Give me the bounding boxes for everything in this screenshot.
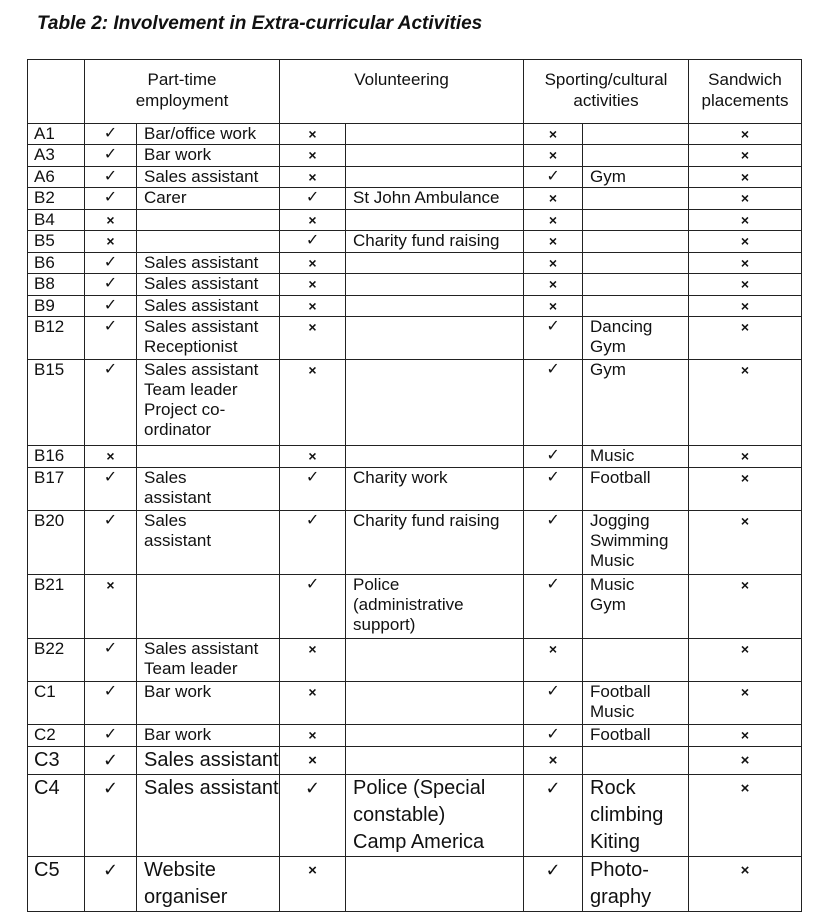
volunteering-detail: Police (administrative support) [346,575,524,639]
sporting-detail: Gym [583,167,689,188]
table-row [28,857,802,912]
sporting-mark: × [524,188,583,210]
sporting-detail: Gym [583,360,689,446]
row-id: C1 [28,682,85,725]
table-row [28,188,802,210]
table-row [28,145,802,167]
part-time-detail: Sales assistant Team leader [137,639,280,682]
row-id: B5 [28,231,85,253]
row-id: C4 [28,775,85,857]
sporting-mark: × [524,253,583,274]
sporting-detail: Photo- graphy [583,857,689,912]
sporting-detail [583,296,689,317]
volunteering-mark: × [280,167,346,188]
part-time-detail: Bar work [137,145,280,167]
sandwich-mark: × [689,188,802,210]
table-row [28,253,802,274]
row-id: B16 [28,446,85,468]
part-time-mark: ✓ [85,511,137,575]
volunteering-detail [346,857,524,912]
table-row [28,296,802,317]
part-time-mark: × [85,575,137,639]
part-time-mark: ✓ [85,317,137,360]
volunteering-detail [346,317,524,360]
part-time-mark: ✓ [85,188,137,210]
sandwich-mark: × [689,775,802,857]
row-id: B9 [28,296,85,317]
table-title: Table 2: Involvement in Extra-curricular Activities [37,13,483,34]
part-time-detail: Bar work [137,682,280,725]
part-time-mark: ✓ [85,682,137,725]
sporting-mark: × [524,274,583,296]
volunteering-mark: ✓ [280,575,346,639]
sporting-mark: ✓ [524,167,583,188]
header-sandwich-placements: Sandwich placements [689,60,802,124]
part-time-detail: Sales assistant Team leader Project co- ordinator [137,360,280,446]
row-id: B12 [28,317,85,360]
sporting-detail: Football Music [583,682,689,725]
table-row [28,511,802,575]
part-time-detail [137,210,280,231]
volunteering-detail: Charity fund raising [346,511,524,575]
sporting-mark: × [524,124,583,145]
sporting-detail [583,188,689,210]
sporting-mark: ✓ [524,857,583,912]
sandwich-mark: × [689,446,802,468]
table-row [28,167,802,188]
part-time-detail: Sales assistant [137,167,280,188]
part-time-mark: ✓ [85,857,137,912]
sporting-mark: × [524,747,583,775]
sporting-mark: × [524,639,583,682]
volunteering-mark: × [280,317,346,360]
sporting-mark: ✓ [524,575,583,639]
table-row [28,725,802,747]
table-row [28,317,802,360]
sandwich-mark: × [689,575,802,639]
volunteering-mark: × [280,446,346,468]
sandwich-mark: × [689,210,802,231]
volunteering-detail [346,639,524,682]
sandwich-mark: × [689,639,802,682]
sporting-detail: Football [583,725,689,747]
table-row [28,446,802,468]
sporting-mark: × [524,210,583,231]
part-time-detail: Sales assistant [137,253,280,274]
activities-table [27,59,802,912]
part-time-detail: Sales assistant [137,274,280,296]
row-id: C2 [28,725,85,747]
part-time-detail: Bar/office work [137,124,280,145]
volunteering-mark: × [280,857,346,912]
sporting-mark: ✓ [524,360,583,446]
sandwich-mark: × [689,296,802,317]
volunteering-detail [346,145,524,167]
sporting-detail: Rock climbing Kiting [583,775,689,857]
volunteering-detail: Charity work [346,468,524,511]
sporting-mark: ✓ [524,511,583,575]
sporting-mark: × [524,231,583,253]
header-sporting-cultural: Sporting/cultural activities [524,60,689,124]
sandwich-mark: × [689,725,802,747]
part-time-mark: ✓ [85,725,137,747]
volunteering-mark: ✓ [280,468,346,511]
sporting-mark: ✓ [524,317,583,360]
volunteering-mark: × [280,274,346,296]
sandwich-mark: × [689,468,802,511]
sporting-mark: ✓ [524,682,583,725]
volunteering-detail [346,253,524,274]
volunteering-detail [346,725,524,747]
volunteering-mark: × [280,210,346,231]
row-id: B8 [28,274,85,296]
volunteering-mark: × [280,253,346,274]
table-row [28,639,802,682]
part-time-detail: Carer [137,188,280,210]
part-time-mark: × [85,210,137,231]
part-time-detail: Sales assistant Receptionist [137,317,280,360]
part-time-mark: ✓ [85,145,137,167]
volunteering-mark: × [280,725,346,747]
volunteering-mark: × [280,747,346,775]
sporting-detail [583,274,689,296]
sporting-detail [583,253,689,274]
sandwich-mark: × [689,274,802,296]
part-time-detail: Sales assistant [137,747,280,775]
volunteering-mark: × [280,296,346,317]
volunteering-detail [346,274,524,296]
row-id: B15 [28,360,85,446]
row-id: B2 [28,188,85,210]
row-id: B22 [28,639,85,682]
sporting-detail: Music Gym [583,575,689,639]
sporting-detail: Football [583,468,689,511]
sandwich-mark: × [689,511,802,575]
part-time-detail [137,575,280,639]
volunteering-detail [346,296,524,317]
volunteering-detail [346,210,524,231]
part-time-mark: ✓ [85,747,137,775]
sporting-detail: Jogging Swimming Music [583,511,689,575]
volunteering-detail [346,124,524,145]
table-row [28,575,802,639]
volunteering-mark: ✓ [280,188,346,210]
sandwich-mark: × [689,360,802,446]
part-time-detail [137,446,280,468]
volunteering-mark: ✓ [280,511,346,575]
sporting-detail: Dancing Gym [583,317,689,360]
part-time-mark: ✓ [85,274,137,296]
sporting-detail: Music [583,446,689,468]
part-time-mark: ✓ [85,639,137,682]
table-row [28,747,802,775]
sporting-detail [583,231,689,253]
volunteering-detail: Charity fund raising [346,231,524,253]
sporting-mark: × [524,296,583,317]
part-time-mark: ✓ [85,360,137,446]
header-part-time-employment: Part-time employment [85,60,280,124]
header-volunteering: Volunteering [280,60,524,124]
row-id: C5 [28,857,85,912]
part-time-mark: ✓ [85,468,137,511]
row-id: B4 [28,210,85,231]
volunteering-detail [346,446,524,468]
sandwich-mark: × [689,857,802,912]
part-time-detail: Sales assistant [137,296,280,317]
header-row [28,60,802,124]
volunteering-mark: ✓ [280,231,346,253]
sandwich-mark: × [689,124,802,145]
table-row [28,775,802,857]
part-time-mark: ✓ [85,124,137,145]
sandwich-mark: × [689,231,802,253]
row-id: B17 [28,468,85,511]
header-id [28,60,85,124]
volunteering-detail: St John Ambulance [346,188,524,210]
sandwich-mark: × [689,317,802,360]
row-id: A6 [28,167,85,188]
part-time-detail: Sales assistant [137,511,280,575]
sandwich-mark: × [689,145,802,167]
volunteering-mark: × [280,145,346,167]
sporting-detail [583,124,689,145]
part-time-detail: Sales assistant [137,775,280,857]
volunteering-detail [346,682,524,725]
volunteering-mark: × [280,124,346,145]
row-id: B21 [28,575,85,639]
sporting-detail [583,747,689,775]
part-time-mark: × [85,231,137,253]
sporting-detail [583,639,689,682]
table-row [28,468,802,511]
sporting-detail [583,145,689,167]
part-time-mark: ✓ [85,296,137,317]
volunteering-mark: ✓ [280,775,346,857]
table-row [28,231,802,253]
part-time-mark: ✓ [85,253,137,274]
part-time-detail: Website organiser [137,857,280,912]
table-row [28,274,802,296]
sporting-mark: ✓ [524,446,583,468]
row-id: B20 [28,511,85,575]
sandwich-mark: × [689,167,802,188]
sandwich-mark: × [689,747,802,775]
part-time-detail [137,231,280,253]
volunteering-mark: × [280,682,346,725]
volunteering-mark: × [280,639,346,682]
sporting-mark: × [524,145,583,167]
part-time-detail: Bar work [137,725,280,747]
part-time-mark: × [85,446,137,468]
sporting-mark: ✓ [524,775,583,857]
volunteering-detail: Police (Special constable) Camp America [346,775,524,857]
sporting-mark: ✓ [524,725,583,747]
sporting-mark: ✓ [524,468,583,511]
table-row [28,682,802,725]
row-id: A3 [28,145,85,167]
part-time-mark: ✓ [85,167,137,188]
table-row [28,124,802,145]
volunteering-mark: × [280,360,346,446]
table-row [28,210,802,231]
row-id: B6 [28,253,85,274]
sandwich-mark: × [689,682,802,725]
volunteering-detail [346,360,524,446]
volunteering-detail [346,747,524,775]
volunteering-detail [346,167,524,188]
row-id: C3 [28,747,85,775]
part-time-mark: ✓ [85,775,137,857]
sandwich-mark: × [689,253,802,274]
table-row [28,360,802,446]
sporting-detail [583,210,689,231]
part-time-detail: Sales assistant [137,468,280,511]
row-id: A1 [28,124,85,145]
